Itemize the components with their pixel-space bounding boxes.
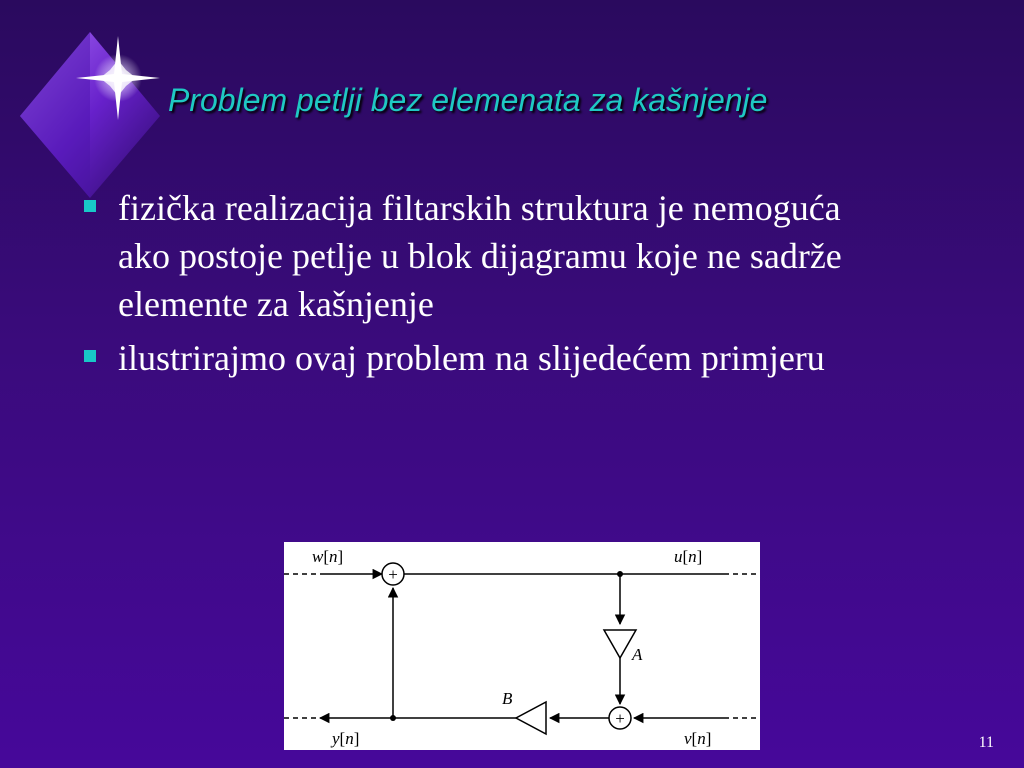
square-bullet-icon: [84, 200, 96, 212]
bullet-item: [80, 334, 880, 382]
adder-top-symbol: +: [388, 565, 398, 584]
gain-b-label: B: [502, 689, 513, 708]
bullet-item: [80, 184, 880, 328]
square-bullet-icon: [84, 350, 96, 362]
signal-u-label: u[n]: [674, 547, 703, 566]
gain-a-label: A: [632, 645, 643, 664]
block-diagram: [284, 542, 760, 750]
bullet-text: fizička realizacija filtarskih struktura je nemoguća ako postoje petlje u blok dijagramu koje ne sadrže elemente za kašnjenje: [118, 188, 842, 324]
slide-title: Problem petlji bez elemenata za kašnjenje: [168, 82, 768, 118]
signal-y-label: y[n]: [332, 729, 360, 748]
multiplier-b-icon: [516, 702, 546, 734]
page-number: 11: [978, 734, 994, 751]
adder-lower-symbol: +: [615, 709, 625, 728]
bullet-list: [80, 184, 880, 388]
bullet-text: ilustrirajmo ovaj problem na slijedećem primjeru: [118, 338, 825, 378]
signal-w-label: w[n]: [312, 547, 344, 566]
diamond-star-icon: [18, 30, 168, 200]
signal-v-label: v[n]: [684, 729, 712, 748]
